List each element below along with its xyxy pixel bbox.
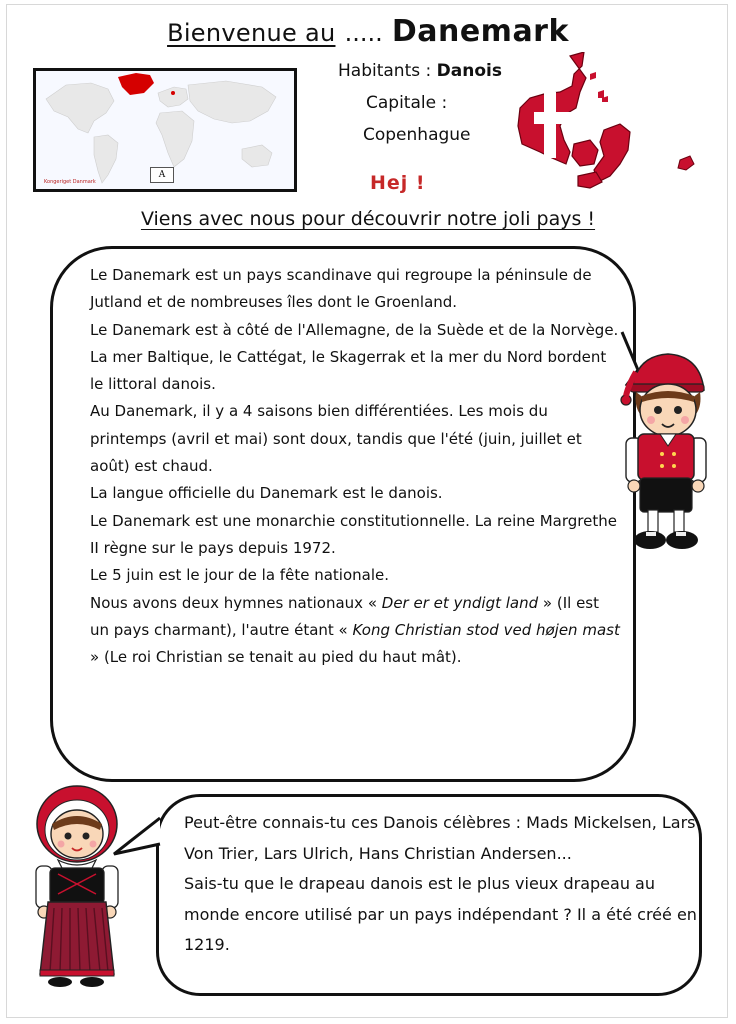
second-text — [184, 808, 704, 961]
anthems-text-a: Nous avons deux hymnes nationaux « — [90, 593, 382, 612]
paragraph-intro: Le Danemark est un pays scandinave qui regroupe la péninsule de Jutland et de nombreuses îles dont le Groenland. — [90, 266, 592, 312]
anthem-title-2: Kong Christian stod ved højen mast — [352, 620, 620, 639]
paragraph-seasons: Au Danemark, il y a 4 saisons bien différentiées. Les mois du printemps (avril et mai) sont doux, tandis que l'été (juin, juillet et août) est chaud. — [90, 402, 582, 476]
paragraph-monarchy: Le Danemark est une monarchie constitutionnelle. La reine Margrethe II règne sur le pays depuis 1972. — [90, 511, 617, 557]
paragraph-seas: La mer Baltique, le Cattégat, le Skagerrak et la mer du Nord bordent le littoral danois. — [90, 347, 607, 394]
inhabitants-value: Danois — [436, 61, 502, 81]
danish-boy-icon — [618, 350, 714, 560]
paragraph-national-day: Le 5 juin est le jour de la fête nationale. — [90, 566, 389, 585]
title-dots: ..... — [344, 19, 383, 47]
page-title — [0, 14, 736, 49]
capital-value: Copenhague — [363, 125, 471, 145]
paragraph-neighbors: Le Danemark est à côté de l'Allemagne, de la Suède et de la Norvège. — [90, 320, 619, 339]
title-prefix: Bienvenue au — [167, 19, 336, 47]
world-map-icon — [33, 68, 297, 192]
paragraph-language: La langue officielle du Danemark est le danois. — [90, 484, 443, 503]
paragraph-anthems — [90, 590, 620, 672]
anthem-title-1: Der er et yndigt land — [381, 593, 539, 612]
inhabitants-line — [338, 61, 502, 81]
denmark-map-drawing — [510, 52, 700, 192]
greeting: Hej ! — [370, 172, 426, 194]
anthems-text-c: » (Le roi Christian se tenait au pied du haut mât). — [90, 648, 462, 667]
paragraph-famous-danes: Peut-être connais-tu ces Danois célèbres : Mads Mickelsen, Lars Von Trier, Lars Ulrich, Hans Christian Andersen... — [184, 813, 696, 863]
anthems-text-b: » (Il est un pays charmant), l'autre étant « — [90, 593, 600, 639]
main-text — [90, 262, 620, 671]
danish-girl-icon — [30, 784, 124, 988]
paragraph-flag: Sais-tu que le drapeau danois est le plus vieux drapeau au monde encore utilisé par un pays indépendant ? Il a été créé en 1219. — [184, 874, 697, 954]
inhabitants-label: Habitants : — [338, 61, 432, 81]
title-country: Danemark — [391, 14, 569, 49]
map-caption: Kongeriget Danmark — [44, 179, 96, 185]
map-logo: A — [150, 167, 174, 183]
denmark-flag-map-icon — [510, 52, 700, 192]
capital-label: Capitale : — [366, 93, 448, 113]
subtitle: Viens avec nous pour découvrir notre joli pays ! — [140, 208, 596, 230]
